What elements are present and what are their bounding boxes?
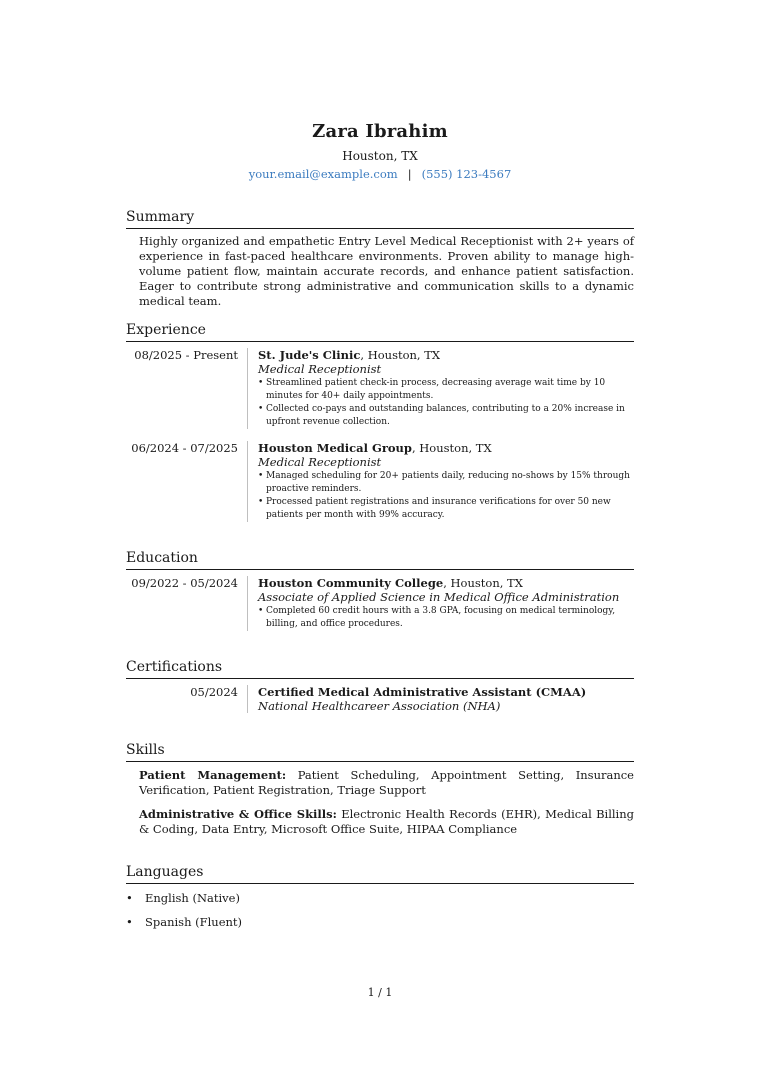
- section-title-certifications: Certifications: [126, 658, 634, 679]
- entry-bullets: [258, 605, 634, 631]
- skill-label: Administrative & Office Skills:: [139, 807, 337, 821]
- entry-date: 06/2024 - 07/2025: [131, 441, 238, 455]
- language-item: • English (Native): [126, 891, 634, 906]
- entry-role: National Healthcareer Association (NHA): [258, 699, 501, 713]
- entry-org: Certified Medical Administrative Assistant (CMAA): [258, 685, 587, 699]
- entry-body: [247, 441, 634, 522]
- entry-body: [247, 576, 634, 631]
- education-entry: [126, 576, 634, 631]
- skills-section: [126, 741, 634, 837]
- entry-role: Associate of Applied Science in Medical Office Administration: [258, 590, 620, 604]
- summary-section: [126, 208, 634, 309]
- experience-section: [126, 321, 634, 522]
- skill-text: Patient Scheduling, Appointment Setting, Insurance Verification, Patient Registration, Triage Support: [139, 768, 634, 797]
- section-title-skills: Skills: [126, 741, 634, 762]
- candidate-name: Zara Ibrahim: [312, 121, 448, 142]
- bullet-item: • Streamlined patient check-in process, decreasing average wait time by 10 minutes for 40+ daily appointments.: [258, 377, 634, 403]
- entry-role: Medical Receptionist: [258, 455, 382, 469]
- entry-bullets: [258, 377, 634, 429]
- contact-line: [126, 167, 634, 181]
- certification-entry: [126, 685, 634, 713]
- section-title-summary: Summary: [126, 208, 634, 229]
- entry-date: 05/2024: [190, 685, 238, 699]
- section-title-education: Education: [126, 549, 634, 570]
- entry-date: 08/2025 - Present: [134, 348, 238, 362]
- entry-body: [247, 685, 634, 713]
- section-title-languages: Languages: [126, 863, 634, 884]
- bullet-item: • Completed 60 credit hours with a 3.8 GPA, focusing on medical terminology, billing, and office procedures.: [258, 605, 634, 631]
- experience-entry: [126, 348, 634, 429]
- entry-org: Houston Medical Group: [258, 441, 412, 455]
- section-title-experience: Experience: [126, 321, 634, 342]
- skill-label: Patient Management:: [139, 768, 287, 782]
- entry-org: Houston Community College: [258, 576, 444, 590]
- experience-entry: [126, 441, 634, 522]
- entry-bullets: [258, 470, 634, 522]
- phone-link[interactable]: (555) 123-4567: [421, 167, 512, 181]
- education-section: [126, 549, 634, 631]
- email-link[interactable]: your.email@example.com: [248, 167, 398, 181]
- skill-text: Electronic Health Records (EHR), Medical Billing & Coding, Data Entry, Microsoft Office Suite, HIPAA Compliance: [139, 807, 635, 836]
- language-item: • Spanish (Fluent): [126, 915, 634, 930]
- bullet-item: • Processed patient registrations and insurance verifications for over 50 new patients per month with 99% accuracy.: [258, 496, 634, 522]
- entry-body: [247, 348, 634, 429]
- entry-date: 09/2022 - 05/2024: [131, 576, 238, 590]
- entry-role: Medical Receptionist: [258, 362, 382, 376]
- bullet-item: • Managed scheduling for 20+ patients daily, reducing no-shows by 15% through proactive reminders.: [258, 470, 634, 496]
- candidate-location: Houston, TX: [342, 149, 418, 163]
- skill-group: [139, 768, 634, 798]
- entry-org: St. Jude's Clinic: [258, 348, 361, 362]
- skill-group: [139, 807, 634, 837]
- certifications-section: [126, 658, 634, 713]
- languages-section: [126, 863, 634, 930]
- entry-location: , Houston, TX: [360, 348, 441, 362]
- entry-location: , Houston, TX: [443, 576, 523, 590]
- bullet-item: • Collected co-pays and outstanding balances, contributing to a 20% increase in upfront revenue collection.: [258, 403, 634, 429]
- page-number: 1 / 1: [367, 986, 393, 999]
- contact-separator: |: [407, 167, 412, 181]
- entry-location: , Houston, TX: [411, 441, 492, 455]
- summary-text: Highly organized and empathetic Entry Level Medical Receptionist with 2+ years of experience in fast-paced healthcare environments. Proven ability to manage high-volume patient flow, maintain accurate records, and enhance patient satisfaction. Eager to contribute strong administrative and communication skills to a dynamic medical team.: [139, 234, 634, 308]
